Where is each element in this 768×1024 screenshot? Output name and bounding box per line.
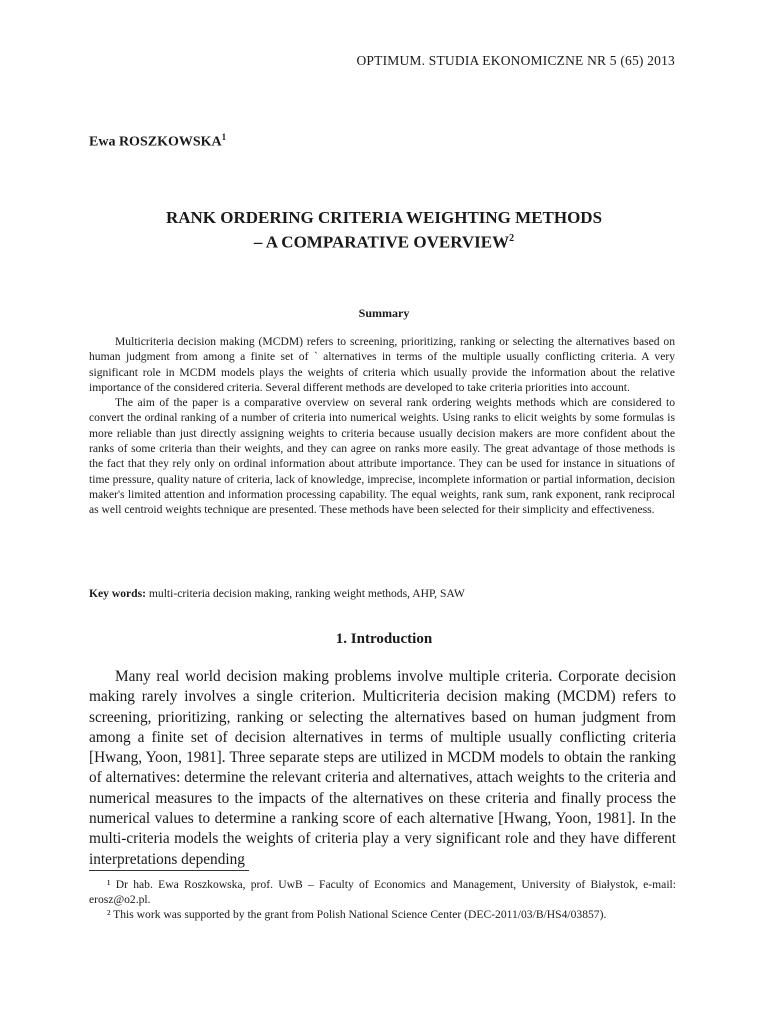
author-name <box>89 132 226 151</box>
summary-paragraph-2: The aim of the paper is a comparative overview on several rank ordering weights methods which are considered to convert the ordinal ranking of a number of criteria into numerical weights. Using ranks to elicit weights by some formulas is more reliable than just directly assigning weights to criteria because usually decision makers are more confident about the ranks of some criteria than their weights, and they can agree on ranks more easily. The great advantage of those methods is the fact that they rely only on ordinal information about attribute importance. They can be used for instance in situations of time pressure, quality nature of criteria, lack of knowledge, imprecise, incomplete information or partial information, decision maker's limited attention and information processing capability. The equal weights, rank sum, rank exponent, rank reciprocal as well centroid weights technique are presented. These methods have been selected for their simplicity and effectiveness. <box>89 396 675 517</box>
footnote-1: ¹ Dr hab. Ewa Roszkowska, prof. UwB – Faculty of Economics and Management, University of Białystok, e-mail: erosz@o2.pl. <box>89 878 676 907</box>
footnote-divider <box>89 870 249 871</box>
keywords-label: Key words: <box>89 587 146 600</box>
keywords <box>89 586 675 601</box>
title-footnote-mark: 2 <box>509 233 515 244</box>
author-footnote-mark: 1 <box>221 132 227 142</box>
introduction-paragraph-1: Many real world decision making problems involve multiple criteria. Corporate decision making rarely involves a single criterion. Multicriteria decision making (MCDM) refers to screening, prioritizing, ranking or selecting the alternatives based on human judgment from among a finite set of decision alternatives in terms of multiple usually conflicting criteria [Hwang, Yoon, 1981]. Three separate steps are utilized in MCDM models to obtain the ranking of alternatives: determine the relevant criteria and alternatives, attach weights to the criteria and numerical measures to the impacts of the alternatives on these criteria and finally process the numerical values to determine a ranking score of each alternative [Hwang, Yoon, 1981]. In the multi-criteria models the weights of criteria play a very significant role and they have different interpretations depending <box>89 668 676 868</box>
journal-header: OPTIMUM. STUDIA EKONOMICZNE NR 5 (65) 2013 <box>356 53 675 68</box>
paper-title <box>89 207 679 253</box>
footnote-2: ² This work was supported by the grant from Polish National Science Center (DEC-2011/03/B/HS4/03857). <box>107 908 607 922</box>
footnotes <box>89 877 676 923</box>
summary-abstract <box>89 334 675 518</box>
summary-paragraph-1: Multicriteria decision making (MCDM) refers to screening, prioritizing, ranking or selecting the alternatives based on human judgment from among a finite set of ` alternatives in terms of the multiple usually conflicting criteria. A very significant role in MCDM models plays the weights of criteria which usually provide the information about the relative importance of the considered criteria. Several different methods are developed to take criteria priorities into account. <box>89 335 675 394</box>
author-name-text: Ewa ROSZKOWSKA <box>89 134 222 150</box>
keywords-text: multi-criteria decision making, ranking weight methods, AHP, SAW <box>146 587 465 600</box>
section-heading-introduction: 1. Introduction <box>335 631 433 647</box>
title-line-2-text: – A COMPARATIVE OVERVIEW <box>253 232 510 252</box>
title-line-1: RANK ORDERING CRITERIA WEIGHTING METHODS <box>165 208 603 227</box>
title-line-2 <box>89 228 679 253</box>
summary-heading: Summary <box>358 306 410 320</box>
introduction-body <box>89 667 676 870</box>
